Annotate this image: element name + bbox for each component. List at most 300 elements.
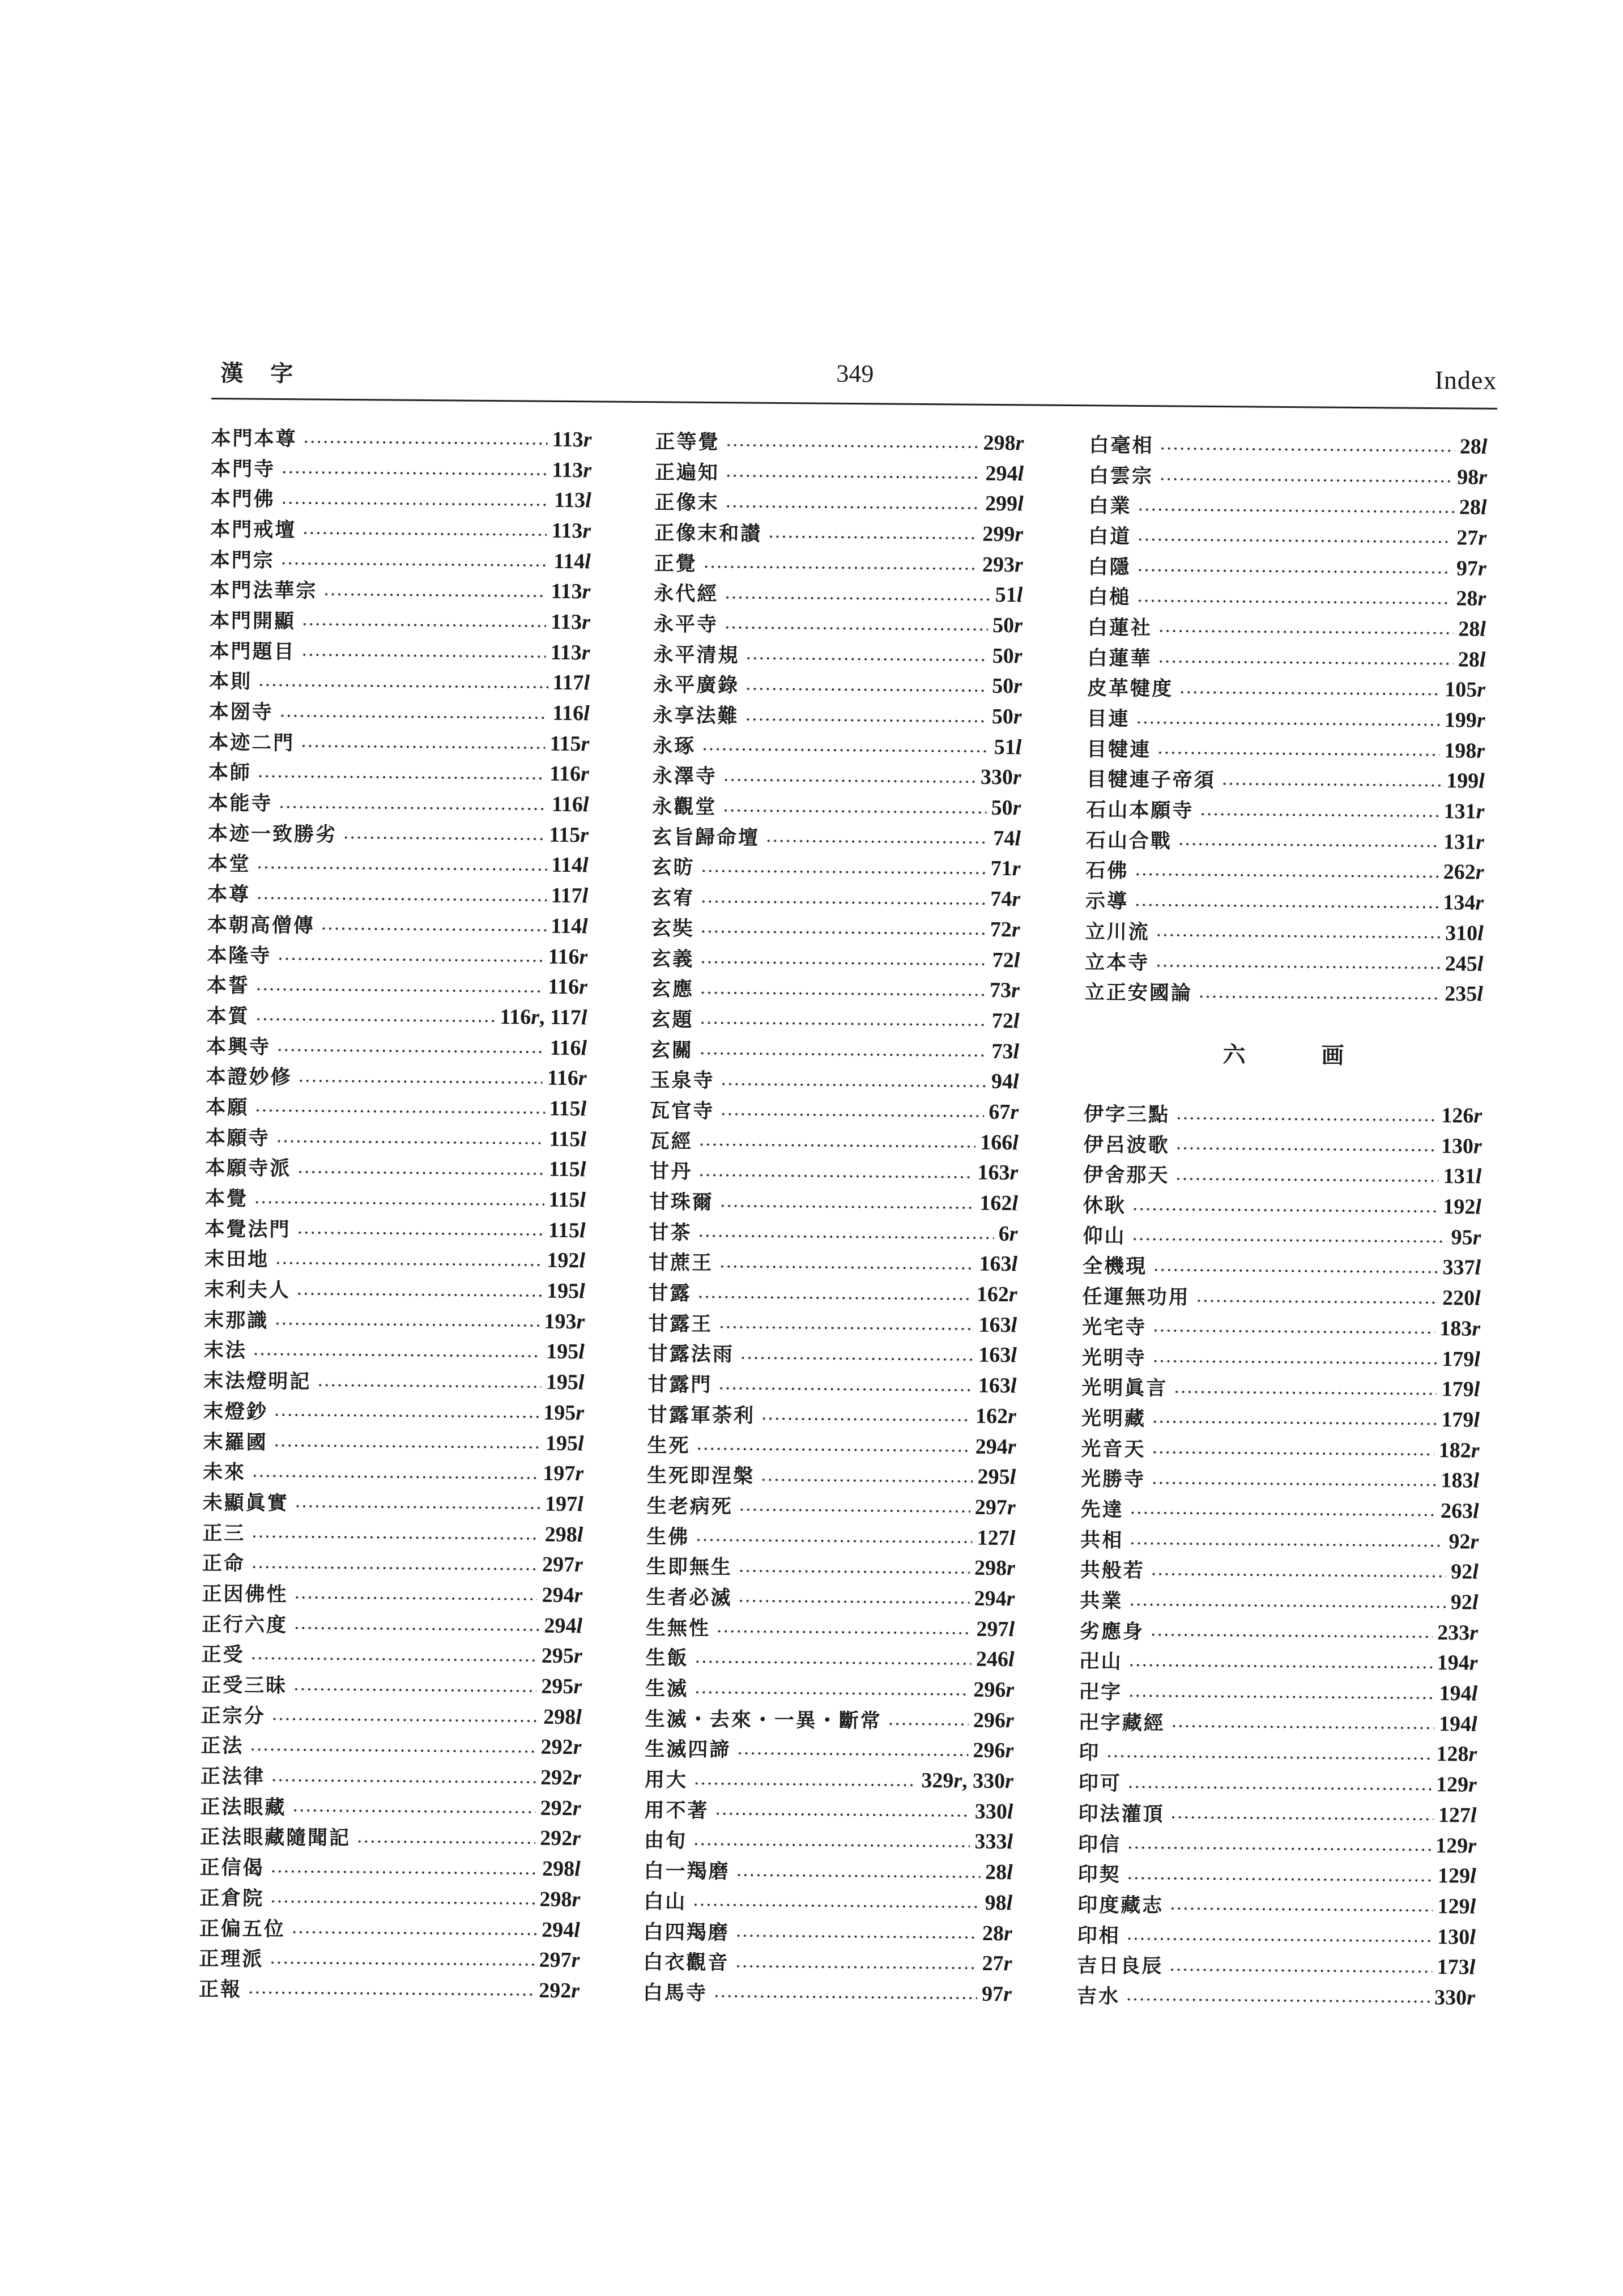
index-term: 正受 [201, 1643, 245, 1667]
dot-leader [302, 532, 547, 536]
index-entry [205, 1243, 585, 1276]
dot-leader [696, 1447, 970, 1452]
index-entry [646, 1581, 1015, 1614]
index-entry [648, 1276, 1017, 1310]
index-term: 本覺 [205, 1187, 249, 1211]
dot-leader [722, 809, 986, 814]
index-term: 正受三昧 [201, 1673, 288, 1698]
index-term: 目連 [1087, 707, 1130, 731]
dot-leader [279, 714, 548, 719]
page-reference: 329r, 330r [921, 1769, 1014, 1794]
dot-leader [356, 1840, 535, 1844]
page-reference: 245l [1445, 951, 1484, 976]
page-reference: 129l [1437, 1864, 1476, 1888]
page-reference: 130l [1437, 1924, 1476, 1949]
index-term: 瓦經 [649, 1129, 693, 1153]
index-term: 石山本願寺 [1086, 798, 1194, 823]
dot-leader [1152, 1421, 1437, 1426]
page-reference: 114l [551, 914, 588, 939]
page-reference: 27r [982, 1952, 1012, 1976]
index-entry [209, 665, 590, 698]
dot-leader [700, 900, 986, 905]
index-entry [1089, 459, 1487, 492]
page-reference: 292r [540, 1826, 581, 1851]
dot-leader [1175, 1147, 1437, 1152]
index-term: 白山 [644, 1889, 687, 1914]
index-entry [1083, 1158, 1481, 1192]
index-entry [199, 1942, 580, 1975]
dot-leader [760, 1478, 973, 1483]
page-reference: 115l [549, 1096, 587, 1121]
page-reference: 28r [1456, 586, 1486, 611]
index-term: 印契 [1077, 1863, 1121, 1886]
page-reference: 330r [980, 765, 1021, 790]
dot-leader [270, 1900, 535, 1905]
index-entry [202, 1517, 583, 1550]
index-term: 本則 [208, 670, 253, 693]
index-entry [200, 1790, 581, 1824]
dot-leader [1127, 1785, 1432, 1790]
page-reference: 27r [1456, 526, 1487, 550]
index-term: 白衣觀音 [643, 1950, 730, 1975]
dot-leader [725, 444, 978, 449]
index-term: 玄宥 [651, 886, 695, 910]
dot-leader [700, 991, 985, 996]
index-term: 本證妙修 [206, 1065, 292, 1089]
index-term: 永琢 [653, 734, 696, 758]
dot-leader [295, 1505, 540, 1510]
dot-leader [701, 748, 989, 753]
dot-leader [700, 870, 986, 875]
index-term: 生滅四諦 [645, 1737, 731, 1762]
dot-leader [1170, 1816, 1433, 1821]
index-term: 印度藏志 [1077, 1893, 1164, 1918]
dot-leader [280, 562, 549, 567]
index-entry [653, 760, 1021, 793]
index-entry [651, 911, 1020, 945]
index-entry [1083, 1250, 1481, 1283]
dot-leader [693, 1843, 970, 1848]
index-entry [1085, 885, 1484, 918]
dot-leader [694, 1690, 969, 1696]
page-reference: 297r [542, 1552, 583, 1577]
dot-leader [250, 1657, 537, 1662]
dot-leader [1138, 508, 1455, 513]
index-entry [207, 939, 587, 972]
index-entry [207, 847, 588, 881]
dot-leader [317, 1383, 541, 1388]
page-reference: 195l [545, 1431, 584, 1455]
page-reference: 129r [1435, 1833, 1477, 1858]
index-entry [643, 1976, 1012, 2009]
dot-leader [739, 1509, 970, 1513]
page-reference: 292r [540, 1765, 582, 1790]
index-entry [649, 1185, 1018, 1219]
dot-leader [254, 1109, 545, 1114]
page-reference: 233r [1437, 1620, 1479, 1645]
index-term: 任運無功用 [1082, 1285, 1190, 1309]
dot-leader [1169, 1968, 1432, 1973]
index-term: 甘露法雨 [648, 1342, 734, 1366]
index-term: 吉日良辰 [1077, 1954, 1164, 1978]
page-content [186, 346, 1519, 2044]
dot-leader [249, 1748, 536, 1753]
index-entry [1080, 1493, 1479, 1526]
page-reference: 131r [1443, 829, 1485, 854]
index-entry [645, 1733, 1013, 1766]
page-reference: 50r [991, 704, 1022, 729]
dot-leader [276, 1049, 546, 1054]
index-entry [646, 1520, 1015, 1553]
dot-leader [1150, 1633, 1433, 1638]
index-entry [651, 942, 1020, 976]
index-entry [1079, 1736, 1477, 1770]
index-term: 白蓮華 [1087, 646, 1152, 670]
index-term: 白隱 [1088, 555, 1131, 579]
index-term: 永享法難 [653, 704, 739, 728]
page-reference: 166l [980, 1130, 1019, 1155]
index-term: 生死 [647, 1433, 691, 1458]
dot-leader [1173, 1390, 1437, 1395]
index-term: 生老病死 [646, 1494, 733, 1519]
index-entry [1088, 519, 1486, 553]
index-entry [210, 543, 591, 577]
index-entry [208, 756, 589, 790]
page-reference: 163l [979, 1252, 1018, 1276]
index-entry [646, 1550, 1015, 1584]
page-reference: 113r [552, 458, 592, 482]
index-term: 生飯 [645, 1646, 689, 1671]
index-term: 玄旨歸命壇 [651, 825, 760, 850]
running-head-left: 漢 字 [220, 360, 293, 387]
page-reference: 295r [541, 1674, 582, 1699]
dot-leader [277, 957, 543, 962]
dot-leader [1152, 1360, 1437, 1365]
dot-leader [1127, 1846, 1431, 1851]
page-reference: 220l [1442, 1286, 1481, 1310]
index-term: 休耿 [1083, 1194, 1127, 1217]
index-term: 光明眞言 [1081, 1376, 1168, 1400]
page-reference: 92r [1449, 1529, 1479, 1554]
dot-leader [719, 1265, 974, 1270]
dot-leader [1137, 538, 1452, 543]
index-term: 目犍連子帝須 [1086, 768, 1216, 793]
index-term: 共業 [1080, 1589, 1123, 1613]
index-entry [201, 1760, 581, 1793]
page-reference: 235l [1445, 982, 1483, 1006]
index-term: 甘露軍荼利 [647, 1403, 756, 1428]
index-term: 正因佛性 [202, 1582, 288, 1607]
index-term: 正像末和讃 [654, 521, 762, 546]
dot-leader [703, 565, 978, 570]
page-reference: 163r [977, 1161, 1019, 1185]
dot-leader [293, 1688, 536, 1692]
page-reference: 294l [542, 1918, 580, 1942]
index-term: 正等覺 [655, 430, 720, 454]
page-reference: 299r [982, 522, 1024, 547]
index-entry [210, 482, 591, 516]
dot-leader [297, 1170, 544, 1175]
dot-leader [293, 1626, 539, 1631]
page-reference: 117l [552, 671, 590, 695]
index-entry [211, 452, 591, 485]
page-reference: 130r [1441, 1134, 1482, 1158]
page-reference: 113l [553, 488, 591, 513]
index-column-3 [1077, 428, 1488, 2013]
dot-leader [1151, 1481, 1436, 1486]
index-term: 本興寺 [206, 1034, 271, 1059]
dot-leader [700, 961, 987, 966]
page-reference: 294r [542, 1583, 583, 1608]
dot-leader [736, 1873, 981, 1878]
dot-leader [254, 1200, 544, 1205]
index-entry [205, 1182, 586, 1215]
page-reference: 297r [974, 1495, 1016, 1520]
index-entry [1077, 1888, 1476, 1922]
page-reference: 330r [1434, 1986, 1476, 2010]
index-term: 正三 [202, 1521, 246, 1545]
dot-leader [725, 474, 981, 479]
index-entry [1089, 428, 1487, 462]
index-term: 本誓 [206, 974, 250, 998]
dot-leader [698, 1143, 975, 1148]
page-reference: 94l [991, 1070, 1019, 1094]
dot-leader [720, 1113, 984, 1118]
index-term: 印信 [1077, 1832, 1122, 1856]
page-reference: 192l [1443, 1195, 1482, 1219]
index-term: 正遍知 [654, 460, 720, 484]
page-reference: 195l [546, 1370, 585, 1395]
page-reference: 28l [1459, 435, 1488, 459]
dot-leader [343, 836, 544, 841]
index-term: 白毫相 [1089, 433, 1154, 457]
dot-leader [765, 840, 989, 844]
index-entry [1079, 1645, 1477, 1679]
page-reference: 163l [978, 1343, 1017, 1368]
dot-leader [1132, 1207, 1438, 1212]
index-term: 玉泉寺 [650, 1068, 715, 1093]
dot-leader [1126, 1998, 1430, 2003]
page-reference: 294l [985, 461, 1024, 485]
dot-leader [275, 1262, 542, 1267]
dot-leader [270, 1870, 538, 1875]
page-reference: 28l [1458, 617, 1486, 641]
index-term: 永平寺 [653, 612, 719, 637]
dot-leader [1156, 934, 1441, 939]
index-term: 正法眼藏隨聞記 [199, 1825, 351, 1850]
page-reference: 113r [551, 580, 591, 604]
index-term: 末利夫人 [204, 1278, 291, 1302]
index-term: 正行六度 [201, 1612, 288, 1637]
index-term: 玄關 [650, 1038, 694, 1062]
index-entry [1082, 1341, 1480, 1374]
index-term: 卍山 [1079, 1650, 1123, 1674]
index-term: 立本寺 [1085, 950, 1150, 974]
dot-leader [1169, 1907, 1433, 1912]
page-reference: 28r [982, 1921, 1012, 1945]
index-entry [648, 1307, 1017, 1340]
page-reference: 192l [547, 1249, 586, 1273]
page-reference: 126r [1441, 1104, 1483, 1128]
index-entry [644, 1794, 1013, 1827]
page-reference: 6r [998, 1221, 1018, 1246]
page-reference: 179l [1441, 1377, 1480, 1402]
index-entry [655, 425, 1024, 458]
page-reference: 163l [978, 1373, 1017, 1398]
dot-leader [695, 1539, 972, 1544]
page-reference: 72l [991, 1008, 1020, 1033]
page-reference: 115l [548, 1187, 586, 1212]
index-entry [650, 1094, 1019, 1127]
page-reference: 263l [1440, 1499, 1479, 1523]
index-entry [206, 1030, 587, 1063]
index-term: 白四羯磨 [643, 1920, 730, 1944]
page-reference: 114l [553, 549, 591, 573]
page-reference: 74l [993, 826, 1021, 851]
dot-leader [1221, 782, 1442, 787]
index-entry [1084, 1128, 1482, 1161]
dot-leader [1151, 1573, 1446, 1578]
page-reference: 197r [543, 1461, 584, 1486]
dot-leader [693, 1782, 917, 1786]
index-entry [654, 486, 1023, 519]
index-entry [644, 1915, 1012, 1949]
dot-leader [718, 1326, 974, 1331]
page-reference: 298l [542, 1856, 581, 1881]
page-reference: 298r [983, 431, 1024, 455]
index-term: 伊呂波歌 [1083, 1132, 1170, 1157]
page-reference: 298l [543, 1705, 582, 1729]
page-reference: 131r [1443, 799, 1485, 824]
index-term: 甘露 [648, 1281, 692, 1305]
index-term: 本門寺 [210, 457, 276, 481]
index-entry [204, 1273, 585, 1306]
index-term: 生滅・去來・一異・斷常 [645, 1707, 882, 1733]
page-reference: 72r [990, 917, 1020, 942]
index-entry [205, 1212, 585, 1246]
index-entry [1085, 854, 1484, 888]
index-term: 印 [1079, 1741, 1101, 1765]
dot-leader [271, 1718, 539, 1723]
dot-leader [257, 866, 547, 871]
index-term: 玄昉 [651, 855, 695, 880]
index-entry [199, 1881, 580, 1915]
dot-leader [1152, 1329, 1435, 1334]
page-reference: 115r [549, 731, 590, 756]
index-entry [1083, 1219, 1481, 1253]
index-entry [1078, 1797, 1476, 1830]
dot-leader [745, 718, 987, 722]
page-number: 349 [836, 359, 874, 388]
dot-leader [296, 1232, 544, 1236]
dot-leader [698, 1174, 973, 1179]
page-reference: 295l [977, 1464, 1016, 1489]
index-entry [1078, 1828, 1476, 1861]
page-reference: 197l [544, 1492, 583, 1517]
index-entry [199, 1973, 580, 2006]
page-reference: 292r [540, 1796, 581, 1821]
index-term: 本門宗 [210, 548, 275, 572]
index-term: 劣應身 [1079, 1619, 1145, 1643]
index-entry [651, 881, 1020, 915]
index-term: 本質 [206, 1004, 250, 1028]
index-entry [1085, 945, 1483, 979]
dot-leader [695, 1660, 972, 1665]
page-reference: 73l [991, 1039, 1020, 1063]
index-entry [652, 790, 1021, 823]
dot-leader [740, 1356, 974, 1361]
dot-leader [1153, 1268, 1438, 1273]
index-entry [206, 1091, 586, 1124]
index-entry [204, 1334, 585, 1368]
dot-leader [274, 1322, 539, 1327]
dot-leader [745, 687, 987, 692]
page-reference: 292r [538, 1978, 580, 2003]
page-reference: 50r [991, 795, 1021, 820]
index-term: 本覺法門 [205, 1217, 291, 1241]
dot-leader [1128, 1664, 1432, 1669]
index-entry [208, 786, 589, 820]
index-term: 石佛 [1085, 859, 1129, 883]
index-term: 皮革犍度 [1087, 676, 1174, 701]
dot-leader [699, 1052, 987, 1057]
index-entry [1086, 793, 1484, 827]
index-entry [210, 513, 591, 546]
index-term: 永平廣錄 [653, 673, 740, 697]
index-entry [650, 1124, 1019, 1158]
dot-leader [1136, 599, 1451, 604]
index-entry [645, 1702, 1014, 1736]
page-reference: 113r [551, 610, 591, 634]
index-term: 永代經 [654, 582, 719, 606]
index-term: 永觀堂 [652, 795, 717, 819]
index-entry [651, 973, 1020, 1006]
dot-leader [252, 1474, 538, 1479]
index-term: 本願寺派 [205, 1156, 292, 1181]
index-term: 甘丹 [649, 1160, 693, 1184]
dot-leader [721, 1083, 987, 1088]
index-term: 永平清規 [653, 642, 740, 667]
dot-leader [253, 1353, 542, 1358]
index-entry [1088, 611, 1486, 644]
page-reference: 92l [1451, 1560, 1479, 1584]
page-reference: 116r [547, 1066, 587, 1091]
index-entry [650, 1064, 1019, 1097]
page-reference: 97r [1456, 556, 1486, 581]
index-term: 本隆寺 [207, 943, 272, 968]
index-entry [1087, 763, 1485, 796]
page-reference: 95r [1451, 1225, 1481, 1250]
dot-leader [1171, 1725, 1434, 1730]
index-term: 末那識 [204, 1308, 269, 1332]
index-term: 目犍連 [1087, 737, 1152, 761]
index-entry [199, 1912, 580, 1945]
page-reference: 116r [548, 944, 588, 969]
index-term: 本門本尊 [211, 426, 297, 451]
index-term: 全機現 [1082, 1254, 1148, 1279]
index-entry [200, 1821, 581, 1854]
section-heading: 六 画 [1222, 1041, 1344, 1069]
index-entry [202, 1577, 582, 1611]
dot-leader [1127, 1877, 1433, 1882]
page-reference: 330l [974, 1799, 1013, 1824]
index-term: 甘茶 [649, 1220, 692, 1245]
index-entry [647, 1429, 1016, 1462]
index-term: 共般若 [1080, 1558, 1145, 1583]
index-term: 先達 [1080, 1498, 1124, 1522]
dot-leader [321, 927, 547, 932]
index-term: 卍字藏經 [1079, 1710, 1165, 1735]
